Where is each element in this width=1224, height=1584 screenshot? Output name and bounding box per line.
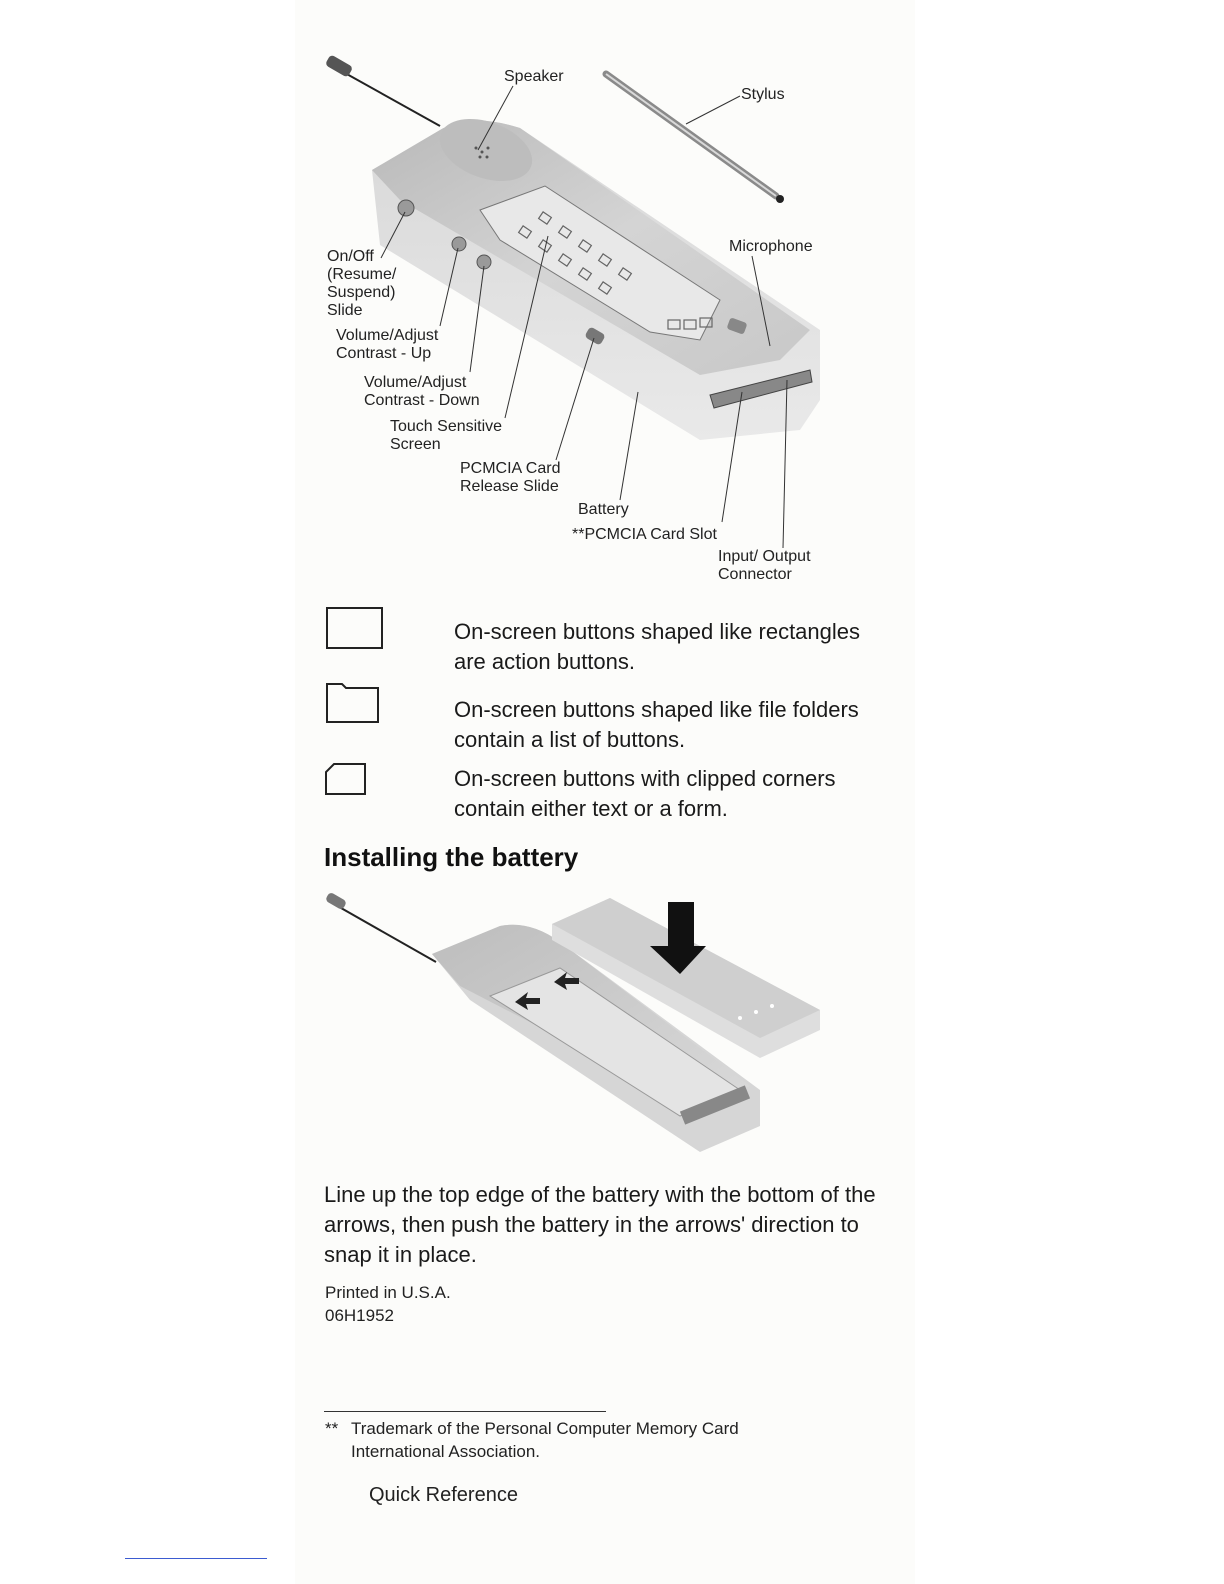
label-touch-screen: Touch Sensitive Screen	[390, 418, 503, 453]
label-pcmcia-slot: **PCMCIA Card Slot	[572, 526, 717, 543]
label-speaker: Speaker	[504, 68, 564, 85]
label-io-connector: Input/ Output Connector	[718, 548, 811, 583]
label-pcmcia-release: PCMCIA Card Release Slide	[460, 460, 561, 495]
antenna-icon	[325, 54, 440, 126]
antenna-icon	[325, 892, 436, 962]
footnote-line-2: International Association.	[351, 1442, 541, 1461]
rectangle-button-icon	[327, 608, 382, 648]
battery-instructions: Line up the top edge of the battery with the bottom of the arrows, then push the battery in the arrows' direction to snap it in place.	[324, 1182, 876, 1267]
section-title: Installing the battery	[324, 842, 579, 872]
footnote-rule	[324, 1411, 606, 1412]
part-number: 06H1952	[325, 1306, 395, 1325]
footnote-line-1: Trademark of the Personal Computer Memory Card	[351, 1419, 739, 1438]
footnote-marker: **	[325, 1419, 339, 1438]
legend-text-rectangle: On-screen buttons shaped like rectangles are action buttons.	[454, 619, 861, 674]
clipped-corner-button-icon	[326, 764, 365, 794]
legend-text-clipped: On-screen buttons with clipped corners contain either text or a form.	[454, 766, 836, 821]
label-onoff: On/Off (Resume/ Suspend) Slide	[327, 248, 397, 319]
label-microphone: Microphone	[729, 238, 813, 255]
legend-text-folder: On-screen buttons shaped like file folders contain a list of buttons.	[454, 697, 859, 752]
printed-in: Printed in U.S.A.	[325, 1283, 451, 1302]
label-battery: Battery	[578, 501, 629, 518]
page-footer: Quick Reference	[369, 1484, 518, 1506]
battery-diagram	[320, 890, 840, 1170]
label-volume-down: Volume/Adjust Contrast - Down	[364, 374, 480, 409]
label-volume-up: Volume/Adjust Contrast - Up	[336, 327, 439, 362]
legend-icons	[320, 600, 390, 800]
margin-rule	[125, 1558, 267, 1559]
folder-button-icon	[327, 684, 378, 722]
label-stylus: Stylus	[741, 86, 785, 103]
